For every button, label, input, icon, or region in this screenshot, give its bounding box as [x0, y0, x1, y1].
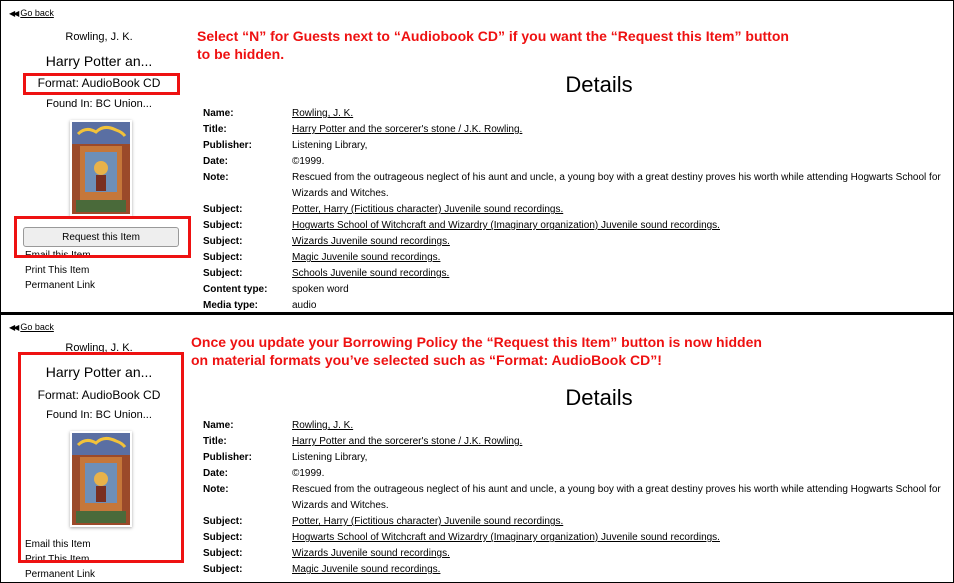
item-author: Rowling, J. K. — [65, 31, 133, 43]
detail-row-note: Note: Rescued from the outrageous neglect of his aunt and uncle, a young boy with a great destiny proves his worth while attending Hogwarts School for Wizards and Witches. — [203, 172, 941, 199]
double-arrow-left-icon: ◀◀ — [9, 322, 18, 332]
subject-link[interactable]: Magic Juvenile sound recordings. — [292, 564, 441, 575]
subject-link[interactable]: Hogwarts School of Witchcraft and Wizardry (Imaginary organization) Juvenile sound recordings. — [292, 220, 720, 231]
detail-row-subject: Subject: Wizards Juvenile sound recordings. — [203, 546, 948, 562]
subject-link[interactable]: Hogwarts School of Witchcraft and Wizardry (Imaginary organization) Juvenile sound recordings. — [292, 532, 720, 543]
detail-row-note: Note: Rescued from the outrageous neglect of his aunt and uncle, a young boy with a great destiny proves his worth while attending Hogwarts School for Wizards and Witches. — [203, 484, 941, 511]
detail-row-media-type: Media type: audio — [203, 300, 317, 311]
detail-row-subject: Subject: Hogwarts School of Witchcraft and Wizardry (Imaginary organization) Juvenile sound recordings. — [203, 530, 948, 546]
book-cover-art — [70, 120, 132, 216]
detail-row-content-type: Content type: spoken word — [203, 284, 349, 295]
detail-row-name: Name: Rowling, J. K. — [203, 418, 948, 434]
detail-row-subject: Subject: Potter, Harry (Fictitious character) Juvenile sound recordings. — [203, 202, 948, 218]
item-found-in: Found In: BC Union... — [46, 409, 152, 421]
item-summary-highlight-box — [18, 352, 184, 563]
item-title: Harry Potter an... — [45, 53, 153, 69]
detail-row-subject: Subject: Magic Juvenile sound recordings. — [203, 562, 948, 578]
detail-row-publisher: Publisher: Listening Library, — [203, 452, 368, 463]
permanent-link[interactable]: Permanent Link — [25, 280, 96, 291]
annotation-line-1: Select “N” for Guests next to “Audiobook CD” if you want the “Request this Item” button — [197, 28, 789, 44]
detail-row-subject: Subject: Potter, Harry (Fictitious character) Juvenile sound recordings. — [203, 514, 948, 530]
subject-link[interactable]: Potter, Harry (Fictitious character) Juvenile sound recordings. — [292, 204, 564, 215]
author-link[interactable]: Rowling, J. K. — [292, 420, 354, 431]
detail-row-date: Date: ©1999. — [203, 468, 325, 479]
item-title: Harry Potter an... — [45, 364, 153, 380]
detail-row-subject: Subject: Hogwarts School of Witchcraft and Wizardry (Imaginary organization) Juvenile sound recordings. — [203, 218, 948, 234]
request-button-highlight-box — [14, 216, 191, 258]
annotation-line-2: on material formats you’ve selected such as “Format: AudioBook CD”! — [191, 352, 662, 368]
annotation-line-2: to be hidden. — [197, 46, 285, 62]
title-link[interactable]: Harry Potter and the sorcerer's stone / J.K. Rowling. — [292, 124, 523, 135]
item-author: Rowling, J. K. — [65, 342, 133, 354]
details-heading: Details — [565, 385, 633, 410]
author-link[interactable]: Rowling, J. K. — [292, 108, 354, 119]
details-heading: Details — [565, 72, 633, 97]
email-item-link[interactable]: Email this Item — [25, 250, 91, 261]
detail-row-publisher: Publisher: Listening Library, — [203, 140, 368, 151]
email-item-link[interactable]: Email this Item — [25, 539, 91, 550]
go-back-link[interactable]: ◀◀ Go back — [9, 8, 54, 18]
book-cover-image — [70, 120, 132, 216]
item-format: Format: AudioBook CD — [37, 76, 161, 90]
annotation-line-1: Once you update your Borrowing Policy the “Request this Item” button is now hidden — [191, 334, 762, 350]
detail-row-subject: Subject: Schools Juvenile sound recordings. — [203, 266, 948, 282]
detail-row-name: Name: Rowling, J. K. — [203, 106, 948, 122]
item-found-in: Found In: BC Union... — [46, 98, 152, 110]
detail-row-subject: Subject: Wizards Juvenile sound recordings. — [203, 234, 948, 250]
subject-link[interactable]: Magic Juvenile sound recordings. — [292, 252, 441, 263]
go-back-link[interactable]: ◀◀ Go back — [9, 322, 54, 332]
detail-row-subject: Subject: Magic Juvenile sound recordings. — [203, 250, 948, 266]
subject-link[interactable]: Potter, Harry (Fictitious character) Juvenile sound recordings. — [292, 516, 564, 527]
double-arrow-left-icon: ◀◀ — [9, 8, 18, 18]
print-item-link[interactable]: Print This Item — [25, 265, 90, 276]
print-item-link[interactable]: Print This Item — [25, 554, 90, 565]
title-link[interactable]: Harry Potter and the sorcerer's stone / J.K. Rowling. — [292, 436, 523, 447]
detail-row-date: Date: ©1999. — [203, 156, 325, 167]
format-highlight-box — [23, 73, 180, 95]
subject-link[interactable]: Schools Juvenile sound recordings. — [292, 268, 450, 279]
item-format: Format: AudioBook CD — [37, 388, 161, 402]
panel-after — [0, 313, 954, 583]
detail-row-title: Title: Harry Potter and the sorcerer's stone / J.K. Rowling. — [203, 122, 948, 138]
request-item-button[interactable]: Request this Item — [23, 227, 179, 247]
detail-row-title: Title: Harry Potter and the sorcerer's stone / J.K. Rowling. — [203, 434, 948, 450]
subject-link[interactable]: Wizards Juvenile sound recordings. — [292, 236, 450, 247]
subject-link[interactable]: Wizards Juvenile sound recordings. — [292, 548, 450, 559]
permanent-link[interactable]: Permanent Link — [25, 569, 96, 580]
